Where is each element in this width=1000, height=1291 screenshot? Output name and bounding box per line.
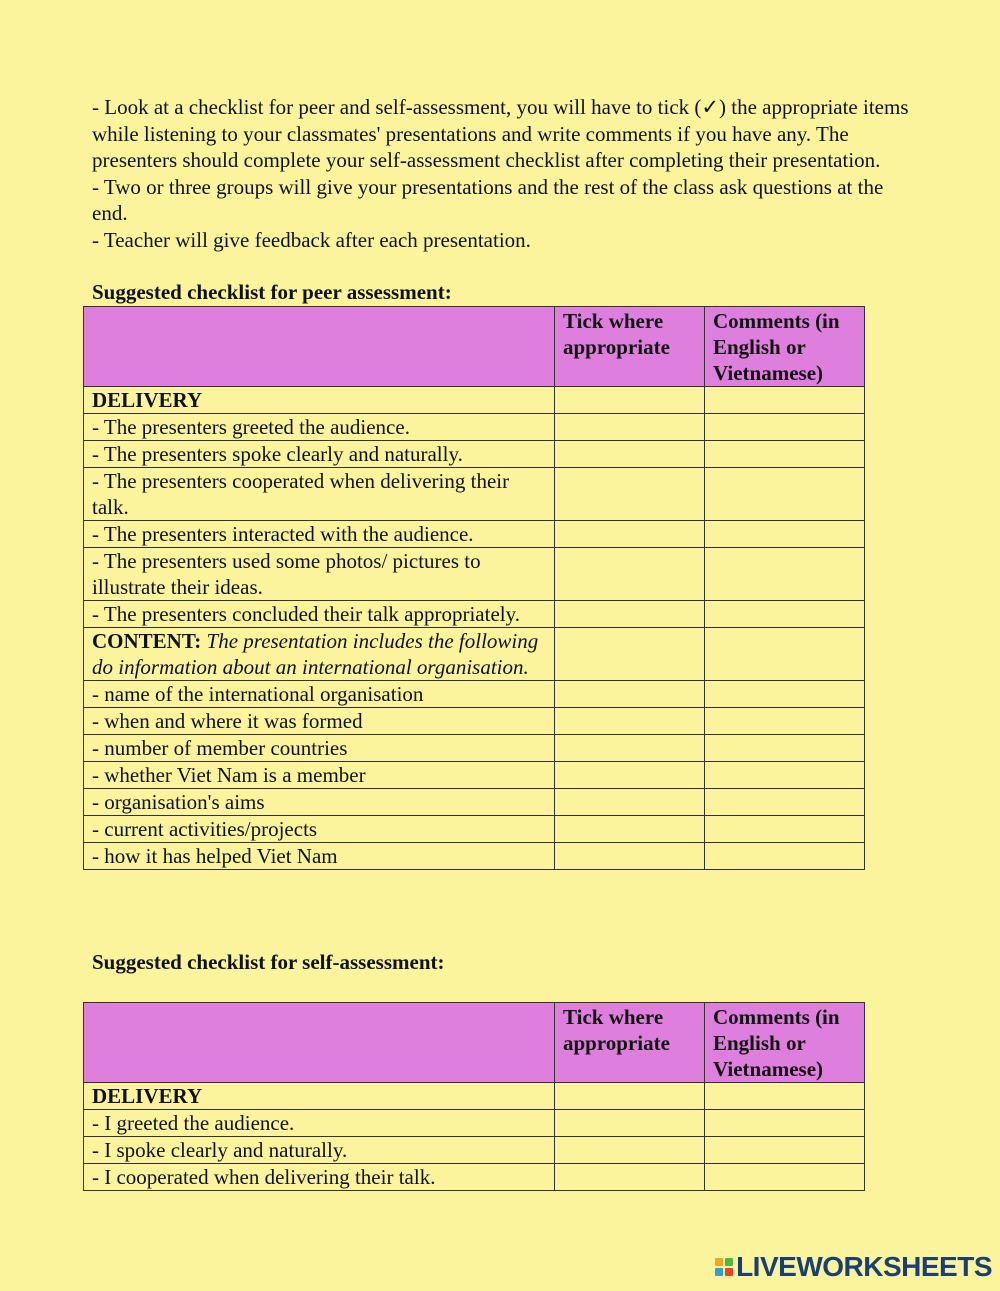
tick-cell[interactable] (555, 789, 705, 816)
table-row (84, 468, 865, 521)
comment-cell[interactable] (705, 762, 865, 789)
item-text: - The presenters spoke clearly and naturally. (84, 441, 555, 468)
item-text: - The presenters cooperated when delivering their talk. (84, 468, 555, 521)
tick-cell[interactable] (555, 762, 705, 789)
instruction-2: - Two or three groups will give your presentations and the rest of the class ask questions at the end. (92, 174, 884, 225)
item-text: - whether Viet Nam is a member (84, 762, 555, 789)
instruction-3: - Teacher will give feedback after each presentation. (92, 227, 531, 252)
tick-cell[interactable] (555, 816, 705, 843)
comment-cell[interactable] (705, 628, 865, 681)
instruction-1: - Look at a checklist for peer and self-assessment, you will have to tick (✓) the appropriate items while listening to your classmates' presentations and write comments if you have any. The presenters should complete your self-assessment checklist after completing their presentation. (92, 95, 909, 172)
header-blank (84, 307, 555, 387)
item-text: - The presenters greeted the audience. (84, 414, 555, 441)
section-label: DELIVERY (84, 387, 555, 414)
comment-cell[interactable] (705, 816, 865, 843)
item-text: - organisation's aims (84, 789, 555, 816)
header-blank (84, 1003, 555, 1083)
table-row (84, 789, 865, 816)
tick-cell[interactable] (555, 681, 705, 708)
tick-cell[interactable] (555, 414, 705, 441)
header-comments: Comments (in English or Vietnamese) (705, 1003, 865, 1083)
section-label: CONTENT: (92, 629, 202, 653)
tick-cell[interactable] (555, 1083, 705, 1110)
peer-heading: Suggested checklist for peer assessment: (92, 280, 452, 304)
comment-cell[interactable] (705, 708, 865, 735)
tick-cell[interactable] (555, 441, 705, 468)
comment-cell[interactable] (705, 1137, 865, 1164)
section-description: The presentation includes the following do information about an international organisation. (92, 629, 539, 679)
item-text: - current activities/projects (84, 816, 555, 843)
item-text: - The presenters interacted with the audience. (84, 521, 555, 548)
section-row-content (84, 628, 865, 681)
table-row (84, 1110, 865, 1137)
table-row (84, 708, 865, 735)
tick-cell[interactable] (555, 628, 705, 681)
item-text: - I greeted the audience. (84, 1110, 555, 1137)
comment-cell[interactable] (705, 1083, 865, 1110)
table-header-row (84, 1003, 865, 1083)
table-row (84, 521, 865, 548)
tick-cell[interactable] (555, 601, 705, 628)
section-row-delivery (84, 1083, 865, 1110)
item-text: - name of the international organisation (84, 681, 555, 708)
tick-cell[interactable] (555, 708, 705, 735)
section-row-delivery (84, 387, 865, 414)
table-row (84, 1164, 865, 1191)
tick-cell[interactable] (555, 521, 705, 548)
comment-cell[interactable] (705, 681, 865, 708)
item-text: - when and where it was formed (84, 708, 555, 735)
tick-cell[interactable] (555, 1110, 705, 1137)
peer-assessment-table (83, 306, 865, 870)
logo-mark-icon (715, 1258, 733, 1276)
table-row (84, 601, 865, 628)
tick-cell[interactable] (555, 468, 705, 521)
self-assessment-table (83, 1002, 865, 1191)
comment-cell[interactable] (705, 735, 865, 762)
comment-cell[interactable] (705, 843, 865, 870)
item-text: - I cooperated when delivering their talk. (84, 1164, 555, 1191)
header-comments: Comments (in English or Vietnamese) (705, 307, 865, 387)
comment-cell[interactable] (705, 1110, 865, 1137)
item-text: - The presenters used some photos/ pictures to illustrate their ideas. (84, 548, 555, 601)
comment-cell[interactable] (705, 387, 865, 414)
tick-cell[interactable] (555, 387, 705, 414)
table-row (84, 816, 865, 843)
instructions (92, 94, 912, 253)
logo-text: LIVEWORKSHEETS (736, 1251, 992, 1282)
table-row (84, 843, 865, 870)
comment-cell[interactable] (705, 521, 865, 548)
comment-cell[interactable] (705, 468, 865, 521)
table-header-row (84, 307, 865, 387)
section-label: DELIVERY (84, 1083, 555, 1110)
comment-cell[interactable] (705, 548, 865, 601)
tick-cell[interactable] (555, 548, 705, 601)
item-text: - I spoke clearly and naturally. (84, 1137, 555, 1164)
table-row (84, 762, 865, 789)
comment-cell[interactable] (705, 601, 865, 628)
liveworksheets-logo (715, 1251, 992, 1283)
comment-cell[interactable] (705, 414, 865, 441)
header-tick: Tick where appropriate (555, 307, 705, 387)
comment-cell[interactable] (705, 1164, 865, 1191)
tick-cell[interactable] (555, 1164, 705, 1191)
table-row (84, 1137, 865, 1164)
self-heading: Suggested checklist for self-assessment: (92, 950, 445, 974)
tick-cell[interactable] (555, 735, 705, 762)
content-section-cell (84, 628, 555, 681)
table-row (84, 735, 865, 762)
item-text: - how it has helped Viet Nam (84, 843, 555, 870)
header-tick: Tick where appropriate (555, 1003, 705, 1083)
table-row (84, 548, 865, 601)
item-text: - The presenters concluded their talk appropriately. (84, 601, 555, 628)
table-row (84, 441, 865, 468)
comment-cell[interactable] (705, 789, 865, 816)
tick-cell[interactable] (555, 843, 705, 870)
table-row (84, 414, 865, 441)
item-text: - number of member countries (84, 735, 555, 762)
table-row (84, 681, 865, 708)
comment-cell[interactable] (705, 441, 865, 468)
tick-cell[interactable] (555, 1137, 705, 1164)
